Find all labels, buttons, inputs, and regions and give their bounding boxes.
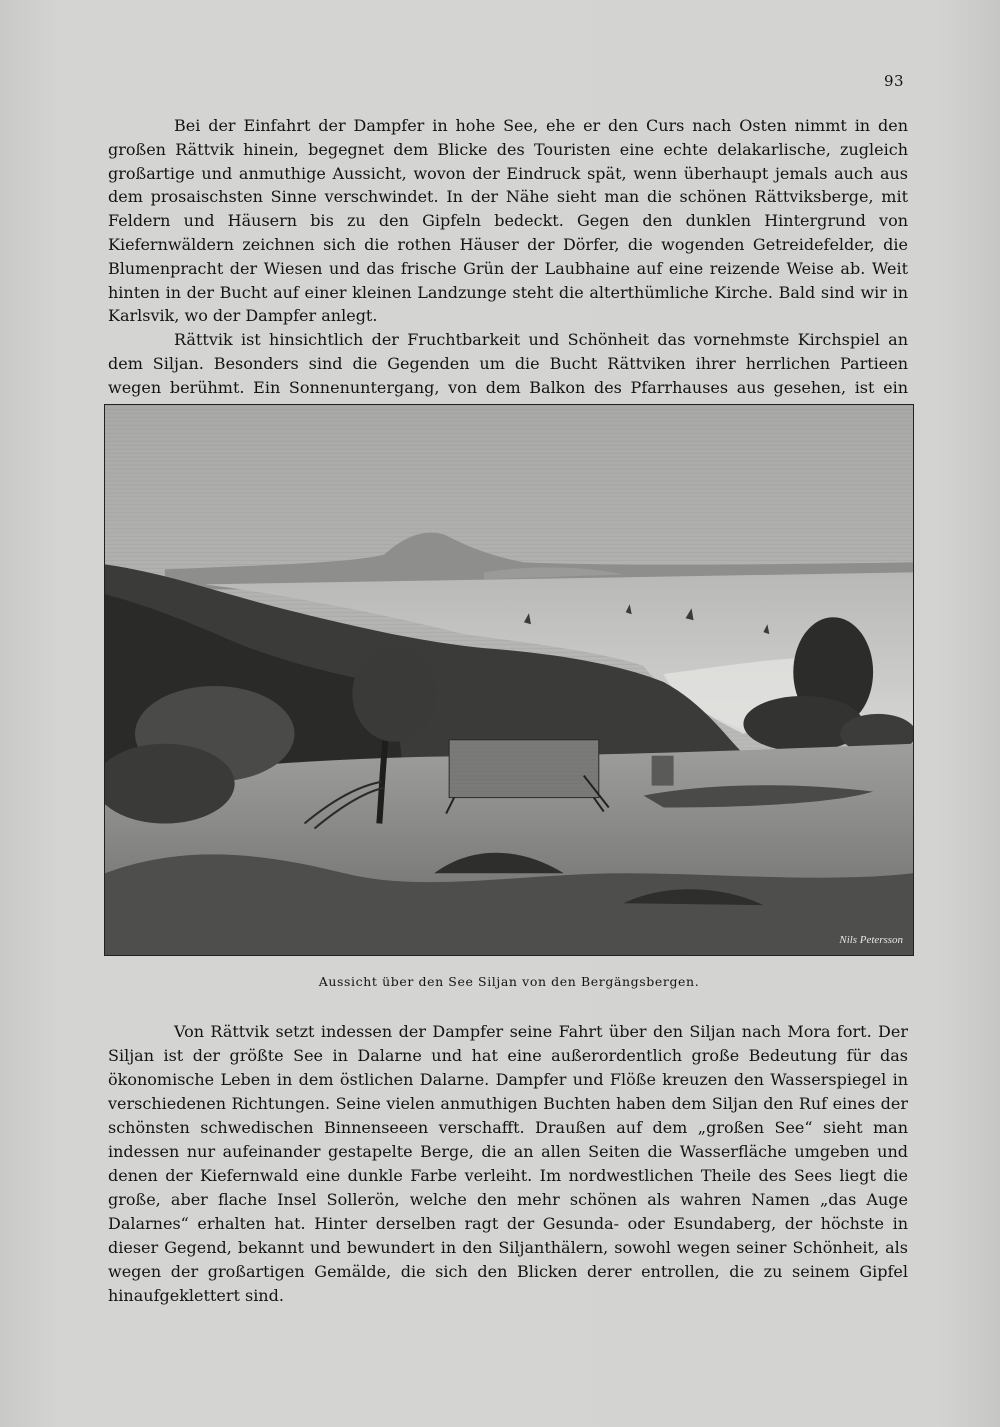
landscape-illustration — [104, 404, 914, 956]
paragraph-3: Von Rättvik setzt indessen der Dampfer seine Fahrt über den Siljan nach Mora fort. Der Siljan ist der größte See in Dalarne und hat eine außerordentlich große Bedeutung für das ökonomische Leben in dem östlichen Dalarne. Dampfer und Flöße kreuzen den Wasserspiegel in verschiedenen Richtungen. Seine vielen anmuthigen Buchten haben dem Siljan den Ruf eines der schönsten schwedischen Binnenseeen verschafft. Draußen auf dem „großen See“ sieht man indessen nur aufeinander gestapelte Berge, die an allen Seiten die Wasserfläche umgeben und denen der Kiefernwald eine dunkle Farbe verleiht. Im nordwestlichen Theile des Sees liegt die große, aber flache Insel Sollerön, welche den mehr schönen als wahren Namen „das Auge Dalarnes“ erhalten hat. Hinter derselben ragt der Gesunda- oder Esundaberg, der höchste in dieser Gegend, bekannt und bewundert in den Siljanthälern, sowohl wegen seiner Schönheit, als wegen der großartigen Gemälde, die sich den Blicken derer entrollen, die zu seinem Gipfel hinaufgeklettert sind. — [108, 1022, 908, 1305]
text-block-top — [108, 114, 908, 423]
engraving-lake-siljan — [105, 405, 913, 955]
figure-caption: Aussicht über den See Siljan von den Bergängsbergen. — [318, 974, 700, 989]
page-number: 93 — [884, 72, 905, 90]
paragraph-1: Bei der Einfahrt der Dampfer in hohe See, ehe er den Curs nach Osten nimmt in den großen Rättvik hinein, begegnet dem Blicke des Touristen eine echte delakarlische, zugleich großartige und anmuthige Aussicht, wovon der Eindruck spät, wenn überhaupt jemals auch aus dem prosaischsten Sinne verschwindet. In der Nähe sieht man die schönen Rättviksberge, mit Feldern und Häusern bis zu den Gipfeln bedeckt. Gegen den dunklen Hintergrund von Kiefernwäldern zeichnen sich die rothen Häuser der Dörfer, die wogenden Getreidefelder, die Blumenpracht der Wiesen und das frische Grün der Laubhaine auf eine reizende Weise ab. Weit hinten in der Bucht auf einer kleinen Landzunge steht die alterthümliche Kirche. Bald sind wir in Karlsvik, wo der Dampfer anlegt. — [108, 116, 908, 326]
artist-signature: Nils Petersson — [839, 934, 904, 947]
text-block-bottom — [108, 1020, 908, 1308]
paragraph-2: Rättvik ist hinsichtlich der Fruchtbarkeit und Schönheit das vornehmste Kirchspiel an dem Siljan. Besonders sind die Gegenden um die Bucht Rättviken ihrer herrlichen Partieen wegen berühmt. Ein Sonnenuntergang, von dem Balkon des Pfarrhauses aus gesehen, ist ein — [108, 330, 908, 397]
